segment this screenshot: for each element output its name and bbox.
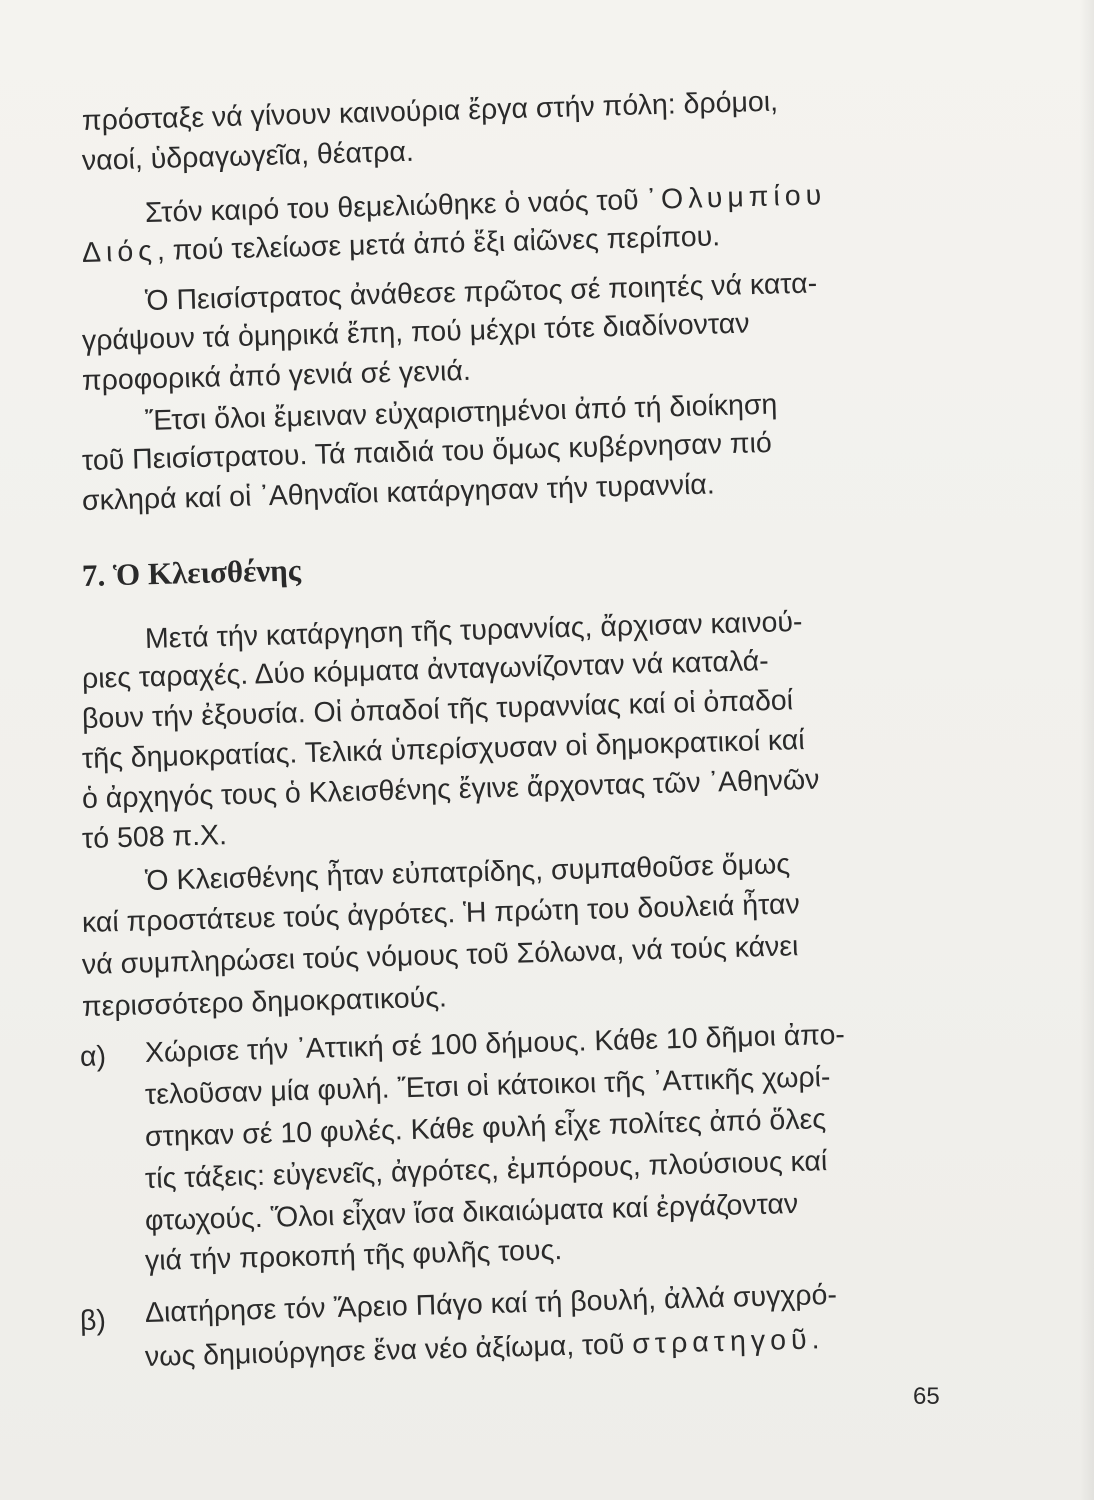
text-span: , πού τελείωσε μετά ἀπό ἕξι αἰῶνες περίπου. [156,220,721,268]
text-line: νά συμπληρώσει τούς νόμους τοῦ Σόλωνα, νά τούς κάνει [81,930,799,981]
text-line: Ὁ Κλεισθένης ἦταν εὐπατρίδης, συμπαθοῦσε ὅμως [144,848,791,897]
text-line: τό 508 π.Χ. [81,819,228,855]
text-line: Διατήρησε τόν Ἄρειο Πάγο καί τή βουλή, ἀλλά συγχρό- [144,1278,838,1329]
page-number: 65 [913,1383,940,1410]
page-edge-shadow [1080,0,1094,1500]
text-line: βουν τήν ἐξουσία. Οἱ ὀπαδοί τῆς τυραννίας καί οἱ ὀπαδοί [81,684,794,735]
text-line: πρόσταξε νά γίνουν καινούρια ἔργα στήν πόλη: δρόμοι, [81,85,779,137]
section-heading [82,551,302,595]
emphasized-term: Διός [81,235,158,269]
text-line: Ὁ Πεισίστρατος ἀνάθεσε πρῶτος σέ ποιητές νά κατα- [144,267,818,317]
text-span: νως δημιούργησε ἕνα νέο ἀξίωμα, τοῦ [144,1328,633,1373]
text-line: ὁ ἀρχηγός τους ὁ Κλεισθένης ἔγινε ἄρχοντας τῶν ᾿Αθηνῶν [81,763,820,815]
text-line: Ἔτσι ὅλοι ἔμειναν εὐχαριστημένοι ἀπό τή διοίκηση [144,388,778,437]
list-marker-a: α) [79,1040,107,1073]
text-line: σκληρά καί οἱ ᾿Αθηναῖοι κατάργησαν τήν τυραννία. [81,468,716,517]
section-number: 7. [81,557,106,593]
text-line: περισσότερο δημοκρατικούς. [81,981,448,1023]
text-line: γράψουν τά ὁμηρικά ἔπη, πού μέχρι τότε διαδίνονταν [81,307,750,357]
text-line: ναοί, ὑδραγωγεῖα, θέατρα. [81,135,415,177]
text-line: Χώρισε τήν ᾿Αττική σέ 100 δήμους. Κάθε 10 δῆμοι ἀπο- [144,1018,846,1069]
emphasized-term: ᾿Ολυμπίου [646,179,827,216]
text-line: στηκαν σέ 10 φυλές. Κάθε φυλή εἶχε πολίτες ἀπό ὅλες [144,1103,827,1153]
text-line: τῆς δημοκρατίας. Τελικά ὑπερίσχυσαν οἱ δημοκρατικοί καί [81,724,806,775]
text-line: φτωχούς. Ὅλοι εἶχαν ἴσα δικαιώματα καί ἐργάζονταν [144,1187,799,1237]
text-line: ριες ταραχές. Δύο κόμματα ἀνταγωνίζονταν νά καταλά- [81,645,770,695]
emphasized-term: στρατηγοῦ [631,1323,812,1361]
text-line: τοῦ Πεισίστρατου. Τά παιδιά του ὅμως κυβέρνησαν πιό [81,426,773,477]
text-line: Μετά τήν κατάργηση τῆς τυραννίας, ἄρχισαν καινού- [144,605,803,655]
text-line: τελοῦσαν μία φυλή. Ἔτσι οἱ κάτοικοι τῆς ᾿Αττικῆς χωρί- [144,1061,831,1111]
text-span: Στόν καιρό του θεμελιώθηκε ὁ ναός τοῦ [144,183,647,229]
section-title: Ὁ Κλεισθένης [112,552,302,593]
text-line: τίς τάξεις: εὐγενεῖς, ἀγρότες, ἐμπόρους, πλούσιους καί [144,1145,828,1195]
text-line: γιά τήν προκοπή τῆς φυλῆς τους. [144,1234,563,1277]
list-marker-b: β) [79,1304,107,1337]
text-span: . [811,1323,820,1356]
text-line: προφορικά ἀπό γενιά σέ γενιά. [81,354,472,397]
text-line: καί προστάτευε τούς ἀγρότες. Ἡ πρώτη του δουλειά ἦταν [81,888,801,939]
